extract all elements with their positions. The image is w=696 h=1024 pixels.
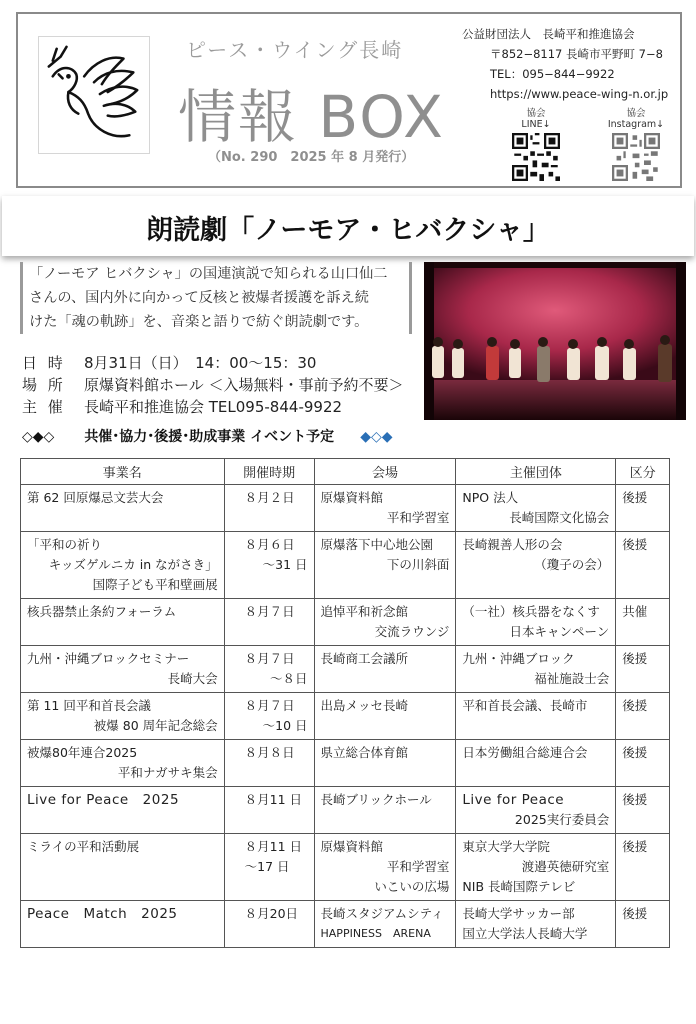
cell-venue: 長崎商工会議所: [314, 646, 456, 693]
cell-venue: 原爆資料館 平和学習室 いこいの広場: [314, 834, 456, 901]
organization-info: [462, 24, 668, 104]
table-row: [21, 693, 670, 740]
cell-date: ８月７日 〜10 日: [224, 693, 314, 740]
event-schedule-heading: [22, 426, 393, 446]
feature-banner: [2, 196, 694, 256]
col-header-name: 事業名: [21, 459, 225, 485]
cell-date: ８月２日: [224, 485, 314, 532]
cell-organizer: 日本労働組合総連合会: [456, 740, 616, 787]
event-date-row: [22, 352, 403, 374]
event-schedule-table: [20, 458, 670, 948]
intro-line-2: さんの、国内外に向かって反核と被爆者援護を訴え続: [29, 290, 369, 306]
table-row: [21, 646, 670, 693]
cell-event-name: 第 11 回平和首長会議 被爆 80 周年記念総会: [21, 693, 225, 740]
cell-date: ８月11 日: [224, 787, 314, 834]
table-row: [21, 532, 670, 599]
cell-category: 後援: [616, 532, 670, 599]
cell-venue: 追悼平和祈念館 交流ラウンジ: [314, 599, 456, 646]
newsletter-header: [16, 12, 682, 188]
cell-category: 後援: [616, 693, 670, 740]
cell-date: ８月20日: [224, 901, 314, 948]
issue-number: （No. 290 2025 年 8 月発行）: [208, 150, 415, 165]
cell-venue: 原爆落下中心地公園 下の川斜面: [314, 532, 456, 599]
cell-category: 後援: [616, 787, 670, 834]
qr-insta-label-2: Instagram↓: [607, 119, 665, 130]
cell-organizer: NPO 法人 長崎国際文化協会: [456, 485, 616, 532]
cell-date: ８月７日: [224, 599, 314, 646]
newsletter-title: 情報 BOX: [178, 83, 445, 151]
table-row: [21, 787, 670, 834]
table-row: [21, 901, 670, 948]
cell-venue: 県立総合体育館: [314, 740, 456, 787]
stage-photo: [424, 262, 686, 420]
table-row: [21, 599, 670, 646]
cell-venue: 原爆資料館 平和学習室: [314, 485, 456, 532]
cell-category: 後援: [616, 646, 670, 693]
cell-event-name: ミライの平和活動展: [21, 834, 225, 901]
event-details: [22, 352, 403, 418]
event-host-row: [22, 396, 403, 418]
cell-category: 後援: [616, 485, 670, 532]
qr-line-label-2: LINE↓: [521, 119, 551, 130]
instagram-qr-code-icon[interactable]: [612, 133, 660, 181]
cell-event-name: 第 62 回原爆忌文芸大会: [21, 485, 225, 532]
org-url[interactable]: https://www.peace-wing-n.or.jp: [490, 87, 669, 101]
place-value: 原爆資料館ホール ＜入場無料・事前予約不要＞: [84, 376, 404, 394]
cell-event-name: 九州・沖縄ブロックセミナー 長崎大会: [21, 646, 225, 693]
cell-organizer: （一社）核兵器をなくす 日本キャンペーン: [456, 599, 616, 646]
date-value: 8月31日（日） 14：00〜15：30: [84, 354, 317, 372]
col-header-category: 区分: [616, 459, 670, 485]
place-label: 場 所: [22, 376, 66, 394]
intro-line-3: けた「魂の軌跡」を、音楽と語りで紡ぐ朗読劇です。: [29, 314, 369, 330]
diamonds-left-icon: ◇◆◇: [22, 429, 55, 445]
instagram-qr-block: [606, 108, 666, 184]
org-tel: TEL：095−844−9922: [490, 67, 615, 81]
cell-category: 共催: [616, 599, 670, 646]
cell-date: ８月７日 〜８日: [224, 646, 314, 693]
cell-event-name: 「平和の祈り キッズゲルニカ in ながさき」 国際子ども平和壁画展: [21, 532, 225, 599]
table-row: [21, 485, 670, 532]
intro-line-1: 「ノーモア ヒバクシャ」の国連演説で知られる山口仙二: [29, 266, 388, 282]
cell-venue: 出島メッセ長崎: [314, 693, 456, 740]
event-place-row: [22, 374, 403, 396]
qr-line-label-1: 協会: [526, 108, 546, 119]
section-title: 共催･協力･後援･助成事業 イベント予定: [84, 429, 335, 445]
col-header-venue: 会場: [314, 459, 456, 485]
line-qr-code-icon[interactable]: [512, 133, 560, 181]
date-label: 日 時: [22, 354, 66, 372]
cell-organizer: Live for Peace 2025実行委員会: [456, 787, 616, 834]
dove-hand-icon: [39, 37, 149, 153]
diamonds-right-icon: ◆◇◆: [360, 429, 393, 445]
brand-name: ピース・ウイング長崎: [186, 38, 404, 62]
table-header-row: [21, 459, 670, 485]
cell-date: ８月６日 〜31 日: [224, 532, 314, 599]
host-value: 長崎平和推進協会 TEL095-844-9922: [84, 398, 343, 416]
cell-event-name: 被爆80年連合2025 平和ナガサキ集会: [21, 740, 225, 787]
dove-logo: [38, 36, 150, 154]
cell-organizer: 長崎大学サッカー部 国立大学法人長崎大学: [456, 901, 616, 948]
stage-performance-image: [424, 262, 686, 420]
cell-organizer: 九州・沖縄ブロック 福祉施設士会: [456, 646, 616, 693]
cell-date: ８月11 日 〜17 日: [224, 834, 314, 901]
cell-organizer: 東京大学大学院 渡邉英徳研究室 NIB 長崎国際テレビ: [456, 834, 616, 901]
feature-description: [20, 262, 412, 334]
cell-venue: 長崎スタジアムシティ HAPPINESS ARENA: [314, 901, 456, 948]
qr-insta-label-1: 協会: [626, 108, 646, 119]
col-header-date: 開催時期: [224, 459, 314, 485]
cell-category: 後援: [616, 834, 670, 901]
cell-event-name: Live for Peace 2025: [21, 787, 225, 834]
cell-organizer: 平和首長会議、長崎市: [456, 693, 616, 740]
cell-event-name: 核兵器禁止条約フォーラム: [21, 599, 225, 646]
org-address: 〒852−8117 長崎市平野町 7−8: [490, 47, 663, 61]
col-header-organizer: 主催団体: [456, 459, 616, 485]
host-label: 主 催: [22, 398, 66, 416]
line-qr-block: [506, 108, 566, 184]
feature-title: 朗読劇「ノーモア・ヒバクシャ」: [146, 215, 550, 246]
cell-category: 後援: [616, 740, 670, 787]
cell-organizer: 長崎親善人形の会 （瓊子の会）: [456, 532, 616, 599]
cell-venue: 長崎ブリックホール: [314, 787, 456, 834]
table-row: [21, 834, 670, 901]
table-row: [21, 740, 670, 787]
cell-category: 後援: [616, 901, 670, 948]
org-name: 公益財団法人 長崎平和推進協会: [462, 27, 635, 41]
cell-date: ８月８日: [224, 740, 314, 787]
cell-event-name: Peace Match 2025: [21, 901, 225, 948]
